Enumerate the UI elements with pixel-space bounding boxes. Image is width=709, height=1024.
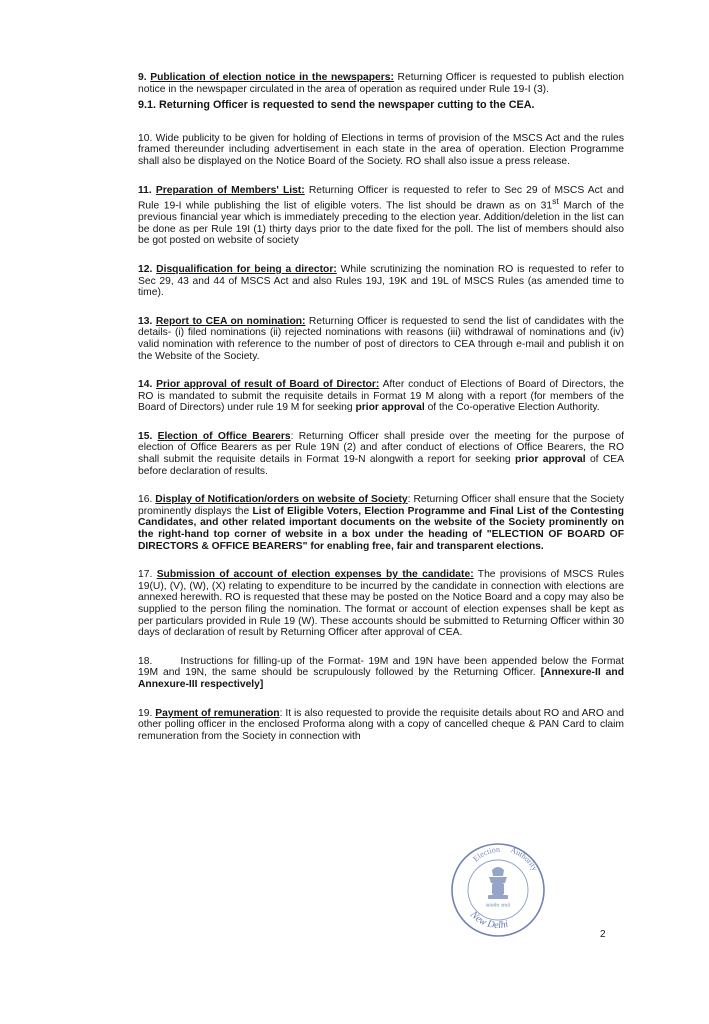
section-heading: Publication of election notice in the newspapers: — [150, 72, 394, 83]
section-number: 19. — [138, 707, 153, 719]
section-15 — [138, 431, 624, 477]
section-text: Instructions for filling-up of the Format- 19M and 19N have been appended below the Format 19M and 19N, the same should be scrupulously followed by the Returning Officer. — [138, 655, 624, 679]
section-heading: Preparation of Members' List: — [155, 184, 305, 196]
emblem-icon — [488, 867, 508, 899]
seal-ring-text-bottom: New Delhi — [468, 909, 510, 932]
section-number: 13. — [138, 315, 153, 327]
emphasis-text: prior approval — [514, 454, 586, 466]
section-number: 14. — [138, 379, 153, 391]
section-heading: Payment of remuneration — [155, 707, 280, 719]
section-18 — [138, 656, 624, 691]
section-10 — [138, 133, 624, 168]
seal-motto: सत्यमेव जयते — [485, 903, 511, 909]
section-heading: Display of Notification/orders on website of Society — [155, 494, 408, 506]
section-text-cont: March of the previous financial year which is immediately preceding to the election year. Addition/deletion in the list can be done as per Rule 19I (1) thirty days prior to the date fixed for the poll. The list of members should also be got posted on website of society — [138, 200, 624, 247]
document-body — [138, 72, 624, 759]
section-text: : Returning Officer shall ensure that the Society prominently displays the — [138, 494, 624, 517]
section-heading: Prior approval of result of Board of Director: — [156, 379, 380, 391]
section-text: Returning Officer is requested to publish election notice in the newspaper circulated in the area of operation as required under Rule 19-I (3). — [138, 72, 624, 95]
page-number: 2 — [600, 929, 606, 940]
emphasis-text: prior approval — [355, 402, 425, 414]
seal-ring-text-right: Authority — [509, 845, 540, 873]
section-text: While scrutinizing the nomination RO is requested to refer to Sec 29, 43 and 44 of MSCS Act and also Rules 19J, 19K and 19L of MSCS Rules (as amended time to time). — [138, 263, 624, 299]
section-heading: Report to CEA on nomination: — [155, 315, 306, 327]
ordinal-suffix: st — [552, 196, 559, 207]
section-number: 16. — [138, 494, 153, 506]
section-9 — [138, 72, 624, 95]
section-text: : Returning Officer shall preside over the meeting for the purpose of election of Office Bearers as per Rule 19N (2) and after conduct of elections of Office Bearers, the RO shall submit the requisite details in Format 19-N alongwith a report for seeking — [138, 430, 624, 466]
seal-ring-text-top: Election — [471, 844, 501, 864]
section-16 — [138, 494, 624, 552]
section-12 — [138, 264, 624, 299]
emphasis-text: [Annexure-II and Annexure-III respectively] — [138, 667, 624, 690]
section-14 — [138, 379, 624, 414]
section-17 — [138, 569, 624, 639]
section-text: The provisions of MSCS Rules 19(U), (V), (W), (X) relating to expenditure to be incurred by the candidate in connection with elections are annexed herewith. RO is requested that these may be posted on the Notice Board and a copy may also be supplied to the person filing the nomination. The format or account of election expenses shall be kept as per particulars provided in Rule 19 (W). These accounts should be submitted to Returning Officer within 30 days of declaration of result by Returning Officer after approval of CEA. — [138, 569, 624, 639]
section-number: 15. — [138, 430, 153, 442]
section-heading: Submission of account of election expenses by the candidate: — [156, 569, 474, 581]
section-text: Returning Officer is requested to refer to Sec 29 of MSCS Act and Rule 19-I while publishing the list of eligible voters. The list should be drawn as on 31 — [138, 184, 624, 212]
section-text-cont: of CEA before declaration of results. — [138, 454, 624, 477]
section-number: 12. — [138, 263, 153, 275]
section-13 — [138, 316, 624, 362]
section-text: Wide publicity to be given for holding of Elections in terms of provision of the MSCS Act and the rules framed thereunder including advertisement in each state in the area of operation. Election Programme shall also be displayed on the Notice Board of the Society. RO shall also issue a press release. — [138, 132, 624, 167]
emphasis-text: List of Eligible Voters, Election Programme and Final List of the Contesting Candidates, and other related important documents on the website of the Society prominently on the right-hand top corner of website in a box under the heading of "ELECTION OF BOARD OF DIRECTORS & OFFICE BEARERS" for enabling free, fair and transparent elections. — [138, 505, 624, 552]
section-number: 18. — [138, 655, 153, 667]
section-text: After conduct of Elections of Board of Directors, the RO is mandated to submit the requisite details in Format 19 M along with a report (for members of the Board of Directors) under rule 19 M for seeking — [138, 379, 624, 414]
section-number: 10. — [138, 132, 153, 144]
official-seal-stamp — [448, 840, 548, 940]
section-number: 17. — [138, 569, 153, 581]
section-9-1: 9.1. Returning Officer is requested to send the newspaper cutting to the CEA. — [138, 99, 535, 112]
section-text: Returning Officer is requested to send the list of candidates with the details- (i) filed nominations (ii) rejected nominations with reasons (iii) withdrawal of nominations and (iv) valid nomination with reference to the number of post of directors to CEA through e-mail and publish it on the Website of the Society. — [138, 315, 624, 362]
section-text-cont: of the Co-operative Election Authority. — [424, 402, 600, 414]
section-heading: Election of Office Bearers — [157, 430, 291, 442]
section-text: : It is also requested to provide the requisite details about RO and ARO and other polling officer in the enclosed Proforma along with a copy of cancelled cheque & PAN Card to claim remuneration from the Society in connection with — [138, 707, 624, 742]
section-heading: Disqualification for being a director: — [156, 263, 337, 275]
section-19 — [138, 708, 624, 743]
section-number: 9. — [138, 72, 147, 83]
section-11 — [138, 185, 624, 247]
section-number: 11. — [138, 184, 152, 196]
